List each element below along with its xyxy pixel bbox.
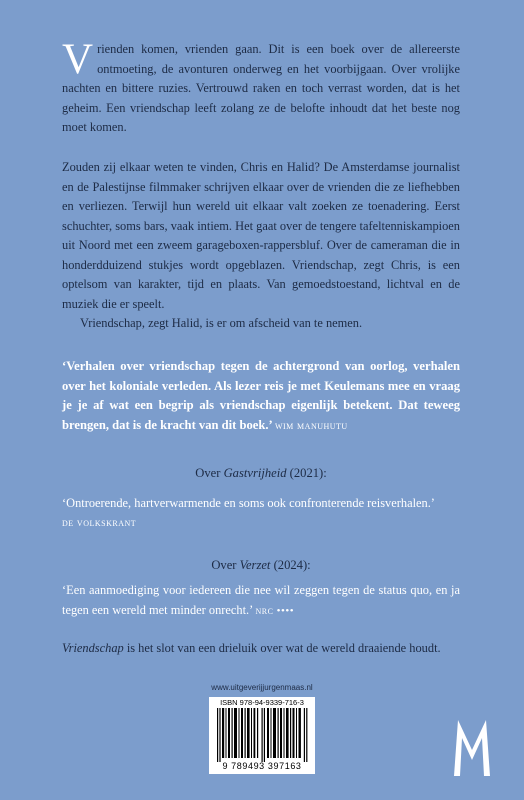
barcode — [209, 697, 315, 774]
barcode-bars — [217, 708, 309, 762]
over-year: (2024): — [270, 558, 311, 572]
book-title-verzet: Verzet — [239, 558, 271, 572]
main-quote — [62, 357, 460, 436]
nrc-quote — [62, 581, 460, 621]
trilogy-line — [62, 639, 460, 659]
drop-cap: V — [62, 36, 94, 83]
volkskrant-quote — [62, 494, 460, 533]
story-paragraph — [62, 158, 460, 334]
main-quote-attribution: wim manuhutu — [274, 419, 348, 432]
publisher-logo-icon — [452, 716, 492, 778]
nrc-quote-text: ‘Een aanmoediging voor iedereen die nee wil zeggen tegen de status quo, en ja tegen een wereld met minder onrecht.’ — [62, 583, 460, 617]
intro-text: rienden komen, vrienden gaan. Dit is een boek over de allereerste ontmoeting, de avonturen onderweg en het voorbijgaan. Over vrolijke nachten en bittere ruzies. Vertrouwd raken en toch verrast worden, dat is het geheim. Een vriendschap leeft zolang ze de belofte inhoudt dat het beste nog moet komen. — [62, 42, 460, 134]
intro-paragraph — [62, 36, 460, 138]
over-gastvrijheid-heading — [62, 466, 460, 481]
trilogy-text: is het slot van een drieluik over wat de wereld draaiende houdt. — [123, 641, 441, 655]
main-quote-text: ‘Verhalen over vriendschap tegen de achtergrond van oorlog, verhalen over het koloniale verleden. Als lezer reis je met Keulemans mee en vraag je je af wat een begrip als vriendschap eigenlijk betekent. Dat teweeg brengen, dat is de kracht van dit boek.’ — [62, 359, 460, 432]
barcode-number: 9 789493 397163 — [222, 761, 302, 771]
over-verzet-heading — [62, 558, 460, 573]
volkskrant-source: de volkskrant — [62, 516, 137, 529]
over-prefix: Over — [195, 466, 224, 480]
book-title-gastvrijheid: Gastvrijheid — [223, 466, 287, 480]
story-text: Zouden zij elkaar weten te vinden, Chris en Halid? De Amsterdamse journalist en de Palestijnse filmmaker schrijven elkaar over de vrienden die ze liefhebben en verliezen. Terwijl hun wereld uit elkaar valt zoeken ze toenadering. Eerst schuchter, soms bars, vaak intiem. Het gaat over de tengere tafeltenniskampioen uit Noord met een zweem garageboxen-rappersbluf. Over de cameraman die in honderdduizend stukjes wordt opgeblazen. Vriendschap, zegt Chris, is een optelsom van karakter, tijd en plaats. Van gemoedstoestand, lichtval en de muziek die er speelt. — [62, 160, 460, 311]
nrc-source: nrc •••• — [255, 604, 295, 617]
volkskrant-quote-text: ‘Ontroerende, hartverwarmende en soms ook confronterende reisverhalen.’ — [62, 496, 435, 510]
publisher-url: www.uitgeverijjurgenmaas.nl — [211, 683, 313, 692]
isbn-label: ISBN 978-94-9339-716-3 — [220, 698, 304, 707]
book-title-vriendschap: Vriendschap — [62, 641, 124, 655]
over-prefix: Over — [211, 558, 240, 572]
story-closing: Vriendschap, zegt Halid, is er om afscheid van te nemen. — [80, 316, 363, 330]
over-year: (2021): — [286, 466, 327, 480]
